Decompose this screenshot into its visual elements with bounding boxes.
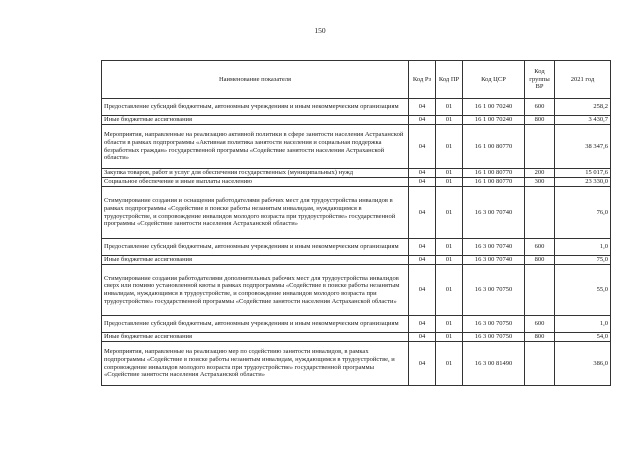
row-rz: 04 — [409, 125, 436, 169]
header-rz: Код Рз — [409, 61, 436, 99]
table-row — [102, 256, 611, 265]
row-csr: 16 1 00 80770 — [463, 169, 525, 178]
row-value: 76,0 — [555, 187, 611, 239]
row-pr: 01 — [436, 342, 463, 386]
header-year: 2021 год — [555, 61, 611, 99]
row-value: 23 330,0 — [555, 178, 611, 187]
table-row — [102, 187, 611, 239]
row-value: 1,0 — [555, 316, 611, 333]
row-vr: 600 — [525, 316, 555, 333]
table-row — [102, 99, 611, 116]
row-pr: 01 — [436, 116, 463, 125]
row-pr: 01 — [436, 256, 463, 265]
row-value: 75,0 — [555, 256, 611, 265]
row-pr: 01 — [436, 125, 463, 169]
row-csr: 16 3 00 70750 — [463, 333, 525, 342]
header-csr: Код ЦСР — [463, 61, 525, 99]
row-rz: 04 — [409, 239, 436, 256]
row-vr: 600 — [525, 99, 555, 116]
row-pr: 01 — [436, 169, 463, 178]
table-row — [102, 239, 611, 256]
table-row — [102, 333, 611, 342]
row-name: Иные бюджетные ассигнования — [102, 333, 409, 342]
row-value: 386,0 — [555, 342, 611, 386]
row-vr: 800 — [525, 256, 555, 265]
row-pr: 01 — [436, 316, 463, 333]
row-csr: 16 1 00 80770 — [463, 178, 525, 187]
row-rz: 04 — [409, 265, 436, 316]
budget-table — [101, 60, 611, 386]
row-name: Социальное обеспечение и иные выплаты населению — [102, 178, 409, 187]
row-value: 3 430,7 — [555, 116, 611, 125]
row-rz: 04 — [409, 116, 436, 125]
table-row — [102, 178, 611, 187]
row-csr: 16 3 00 70740 — [463, 187, 525, 239]
table-row — [102, 169, 611, 178]
row-name: Предоставление субсидий бюджетным, автономным учреждениям и иным некоммерческим организациям — [102, 239, 409, 256]
row-rz: 04 — [409, 178, 436, 187]
row-name: Предоставление субсидий бюджетным, автономным учреждениям и иным некоммерческим организациям — [102, 316, 409, 333]
row-vr — [525, 125, 555, 169]
row-vr: 800 — [525, 333, 555, 342]
row-name: Предоставление субсидий бюджетным, автономным учреждениям и иным некоммерческим организациям — [102, 99, 409, 116]
table-row — [102, 265, 611, 316]
table-row — [102, 342, 611, 386]
row-vr: 300 — [525, 178, 555, 187]
row-csr: 16 3 00 70740 — [463, 239, 525, 256]
table-row — [102, 316, 611, 333]
row-vr: 200 — [525, 169, 555, 178]
row-value: 55,0 — [555, 265, 611, 316]
row-name: Мероприятия, направленные на реализацию активной политики в сфере занятости населения Астраханской области в рамках подпрограммы «Активная политика занятости населения и социальная поддержка безработных граждан» государственной программы «Содействие занятости населения Астраханской области» — [102, 125, 409, 169]
row-pr: 01 — [436, 99, 463, 116]
row-csr: 16 3 00 70750 — [463, 265, 525, 316]
row-pr: 01 — [436, 333, 463, 342]
row-csr: 16 3 00 70740 — [463, 256, 525, 265]
row-name: Мероприятия, направленные на реализацию мер по содействию занятости инвалидов, в рамках подпрограммы «Содействие в поиске работы незанятым инвалидам, нуждающимся в трудоустройстве, и сопровождение инвалидов молодого возраста при трудоустройстве» государственной программы «Содействие занятости населения Астраханской области» — [102, 342, 409, 386]
row-vr — [525, 187, 555, 239]
row-value: 15 017,6 — [555, 169, 611, 178]
row-name: Закупка товаров, работ и услуг для обеспечения государственных (муниципальных) нужд — [102, 169, 409, 178]
header-pr: Код ПР — [436, 61, 463, 99]
row-value: 258,2 — [555, 99, 611, 116]
row-csr: 16 3 00 70750 — [463, 316, 525, 333]
row-value: 54,0 — [555, 333, 611, 342]
row-rz: 04 — [409, 99, 436, 116]
row-csr: 16 1 00 80770 — [463, 125, 525, 169]
row-pr: 01 — [436, 239, 463, 256]
row-value: 1,0 — [555, 239, 611, 256]
page-number: 150 — [314, 26, 326, 35]
row-name: Стимулирование создания и оснащения работодателями рабочих мест для трудоустройства инвалидов в рамках подпрограммы «Содействие в поиске работы незанятым инвалидам, нуждающимся в трудоустройстве, и сопровождение инвалидов молодого возраста при трудоустройстве» государственной программы «Содействие занятости населения Астраханской области» — [102, 187, 409, 239]
table-row — [102, 116, 611, 125]
header-vr: Код группы ВР — [525, 61, 555, 99]
header-name: Наименование показателя — [102, 61, 409, 99]
row-name: Иные бюджетные ассигнования — [102, 116, 409, 125]
row-rz: 04 — [409, 187, 436, 239]
row-pr: 01 — [436, 178, 463, 187]
row-rz: 04 — [409, 316, 436, 333]
table-header-row — [102, 61, 611, 99]
row-pr: 01 — [436, 265, 463, 316]
row-rz: 04 — [409, 342, 436, 386]
row-csr: 16 1 00 70240 — [463, 99, 525, 116]
row-rz: 04 — [409, 256, 436, 265]
row-name: Иные бюджетные ассигнования — [102, 256, 409, 265]
row-name: Стимулирование создания работодателями дополнительных рабочих мест для трудоустройства инвалидов сверх или помимо установленной квоты в рамках подпрограммы «Содействие в поиске работы незанятым инвалидам, нуждающимся в трудоустройстве, и сопровождение инвалидов молодого возраста при трудоустройстве» государственной программы «Содействие занятости населения Астраханской области» — [102, 265, 409, 316]
row-rz: 04 — [409, 333, 436, 342]
row-csr: 16 3 00 81490 — [463, 342, 525, 386]
row-value: 38 347,6 — [555, 125, 611, 169]
row-csr: 16 1 00 70240 — [463, 116, 525, 125]
row-pr: 01 — [436, 187, 463, 239]
row-vr — [525, 342, 555, 386]
row-rz: 04 — [409, 169, 436, 178]
row-vr — [525, 265, 555, 316]
table-row — [102, 125, 611, 169]
row-vr: 600 — [525, 239, 555, 256]
row-vr: 800 — [525, 116, 555, 125]
